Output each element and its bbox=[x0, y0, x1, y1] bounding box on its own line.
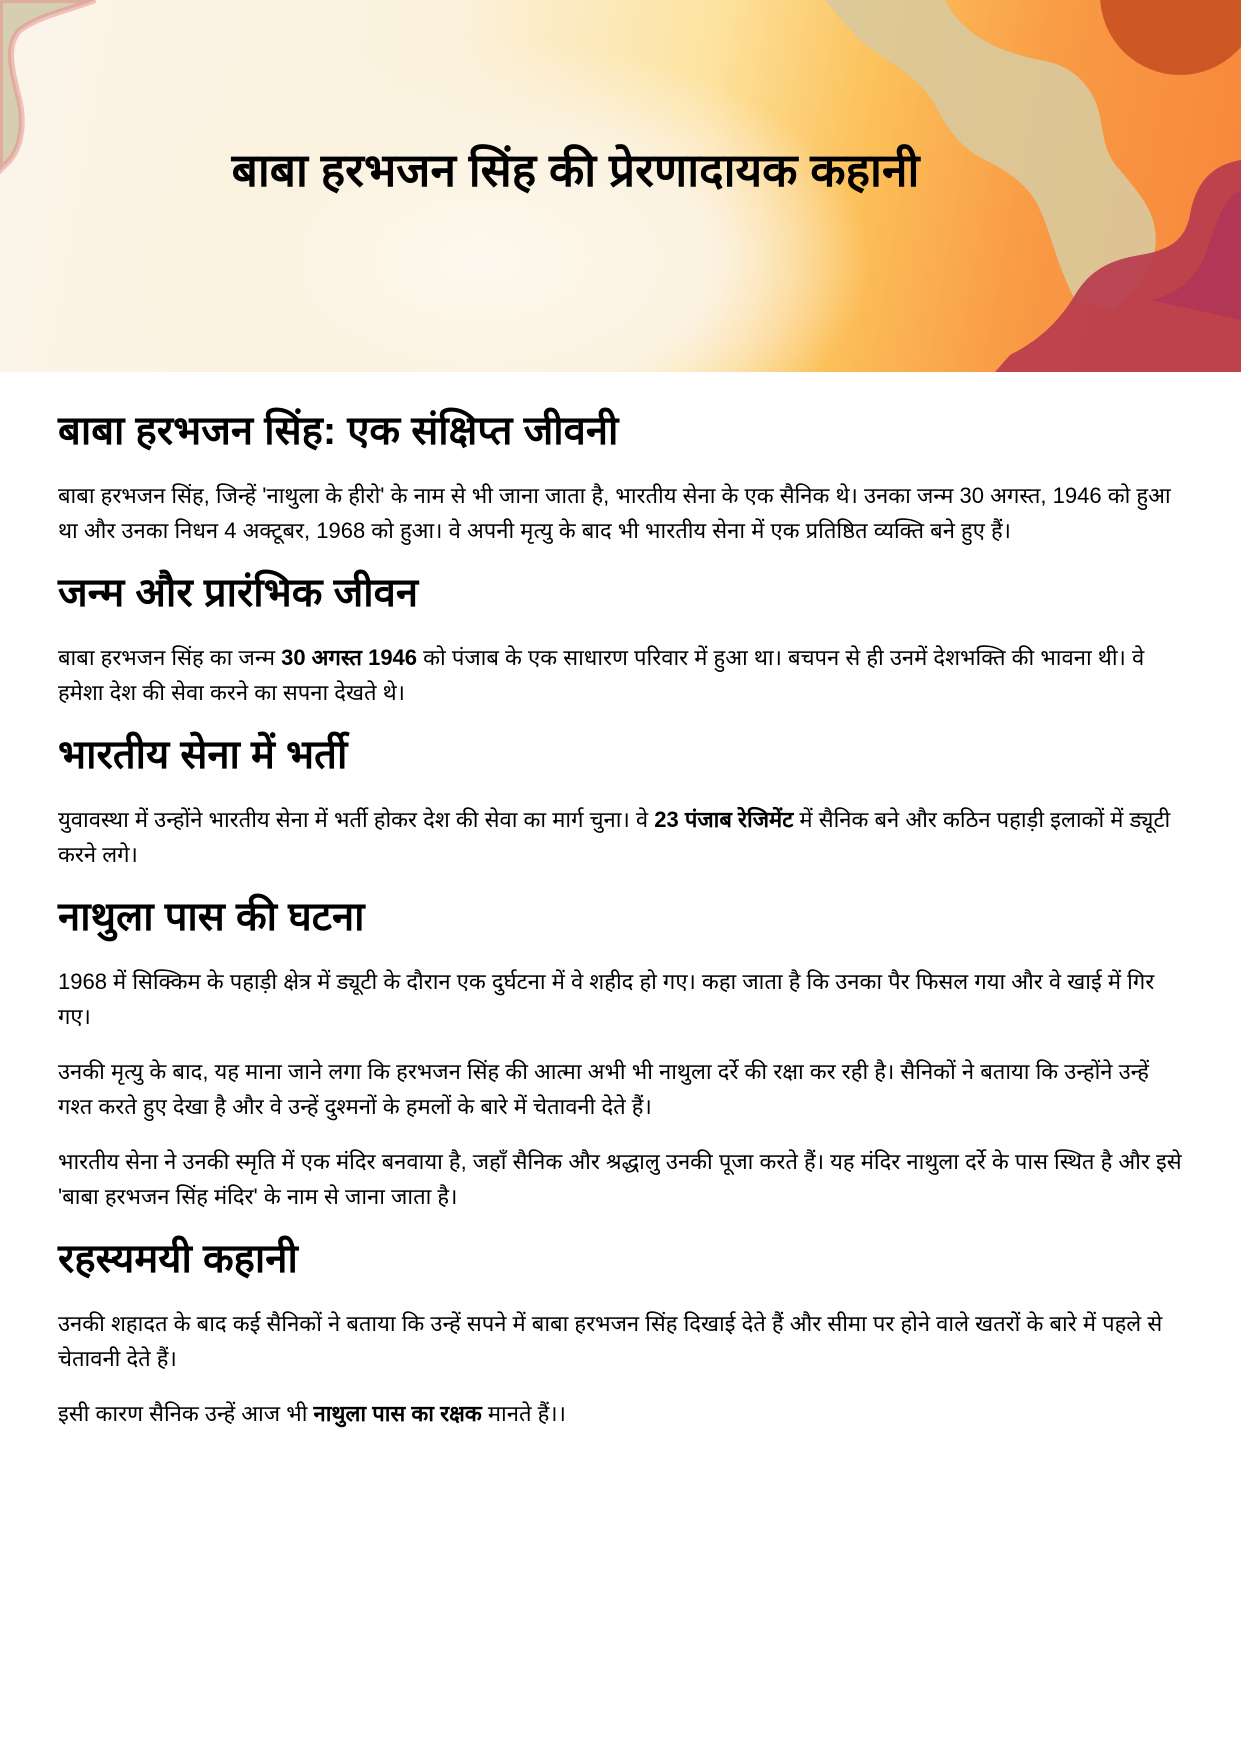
paragraph-text: उनकी मृत्यु के बाद, यह माना जाने लगा कि हरभजन सिंह की आत्मा अभी भी नाथुला दर्रे की रक्षा कर रही है। सैनिकों ने बताया कि उन्होंने उन्हें गश्त करते हुए देखा है और वे उन्हें दुश्मनों के हमलों के बारे में चेतावनी देते हैं। bbox=[58, 1059, 1149, 1119]
section-heading: भारतीय सेना में भर्ती bbox=[58, 733, 348, 777]
article-body bbox=[58, 406, 1183, 1451]
highlight-protector: नाथुला पास का रक्षक bbox=[313, 1401, 482, 1426]
section-mystery bbox=[58, 1234, 1183, 1431]
section-heading: जन्म और प्रारंभिक जीवन bbox=[58, 571, 419, 615]
paragraph bbox=[58, 1144, 1183, 1214]
paragraph-text: भारतीय सेना ने उनकी स्मृति में एक मंदिर बनवाया है, जहाँ सैनिक और श्रद्धालु उनकी पूजा करते हैं। यह मंदिर नाथुला दर्रे के पास स्थित है और इसे 'बाबा हरभजन सिंह मंदिर' के नाम से जाना जाता है। bbox=[58, 1149, 1182, 1209]
paragraph bbox=[58, 802, 1183, 872]
paragraph bbox=[58, 964, 1183, 1034]
paragraph bbox=[58, 1054, 1183, 1124]
paragraph-text: मानते हैं।। bbox=[481, 1401, 566, 1426]
highlight-regiment: 23 पंजाब रेजिमेंट bbox=[654, 807, 794, 832]
page-title: बाबा हरभजन सिंह की प्रेरणादायक कहानी bbox=[231, 144, 920, 196]
paragraph-text: में सैनिक बने और कठिन पहाड़ी इलाकों में ड्यूटी करने लगे। bbox=[58, 807, 1171, 867]
paragraph bbox=[58, 1306, 1183, 1376]
paragraph-text: इसी कारण सैनिक उन्हें आज भी bbox=[58, 1401, 314, 1426]
paragraph bbox=[58, 478, 1183, 548]
section-biography bbox=[58, 406, 1183, 548]
paragraph bbox=[58, 1396, 1183, 1431]
paragraph-text: 1968 में सिक्किम के पहाड़ी क्षेत्र में ड्यूटी के दौरान एक दुर्घटना में वे शहीद हो गए। कहा जाता है कि उनका पैर फिसल गया और वे खाई में गिर गए। bbox=[58, 969, 1155, 1029]
section-nathula-incident bbox=[58, 892, 1183, 1214]
paragraph-text: बाबा हरभजन सिंह, जिन्हें 'नाथुला के हीरो' के नाम से भी जाना जाता है, भारतीय सेना के एक सैनिक थे। उनका जन्म 30 अगस्त, 1946 को हुआ था और उनका निधन 4 अक्टूबर, 1968 को हुआ। वे अपनी मृत्यु के बाद भी भारतीय सेना में एक प्रतिष्ठित व्यक्ति बने हुए हैं। bbox=[58, 483, 1171, 543]
section-heading: नाथुला पास की घटना bbox=[58, 895, 365, 939]
paragraph-text: युवावस्था में उन्होंने भारतीय सेना में भर्ती होकर देश की सेवा का मार्ग चुना। वे bbox=[58, 807, 655, 832]
section-army-recruitment bbox=[58, 730, 1183, 872]
section-heading: रहस्यमयी कहानी bbox=[58, 1237, 298, 1281]
paragraph bbox=[58, 640, 1183, 710]
section-heading: बाबा हरभजन सिंह: एक संक्षिप्त जीवनी bbox=[58, 409, 619, 453]
section-early-life bbox=[58, 568, 1183, 710]
highlight-date: 30 अगस्त 1946 bbox=[281, 645, 418, 670]
paragraph-text: उनकी शहादत के बाद कई सैनिकों ने बताया कि उन्हें सपने में बाबा हरभजन सिंह दिखाई देते हैं और सीमा पर होने वाले खतरों के बारे में पहले से चेतावनी देते हैं। bbox=[58, 1311, 1163, 1371]
paragraph-text: बाबा हरभजन सिंह का जन्म bbox=[58, 645, 282, 670]
paragraph-text: को पंजाब के एक साधारण परिवार में हुआ था। बचपन से ही उनमें देशभक्ति की भावना थी। वे हमेशा देश की सेवा करने का सपना देखते थे। bbox=[58, 645, 1145, 705]
header-banner bbox=[0, 0, 1241, 372]
